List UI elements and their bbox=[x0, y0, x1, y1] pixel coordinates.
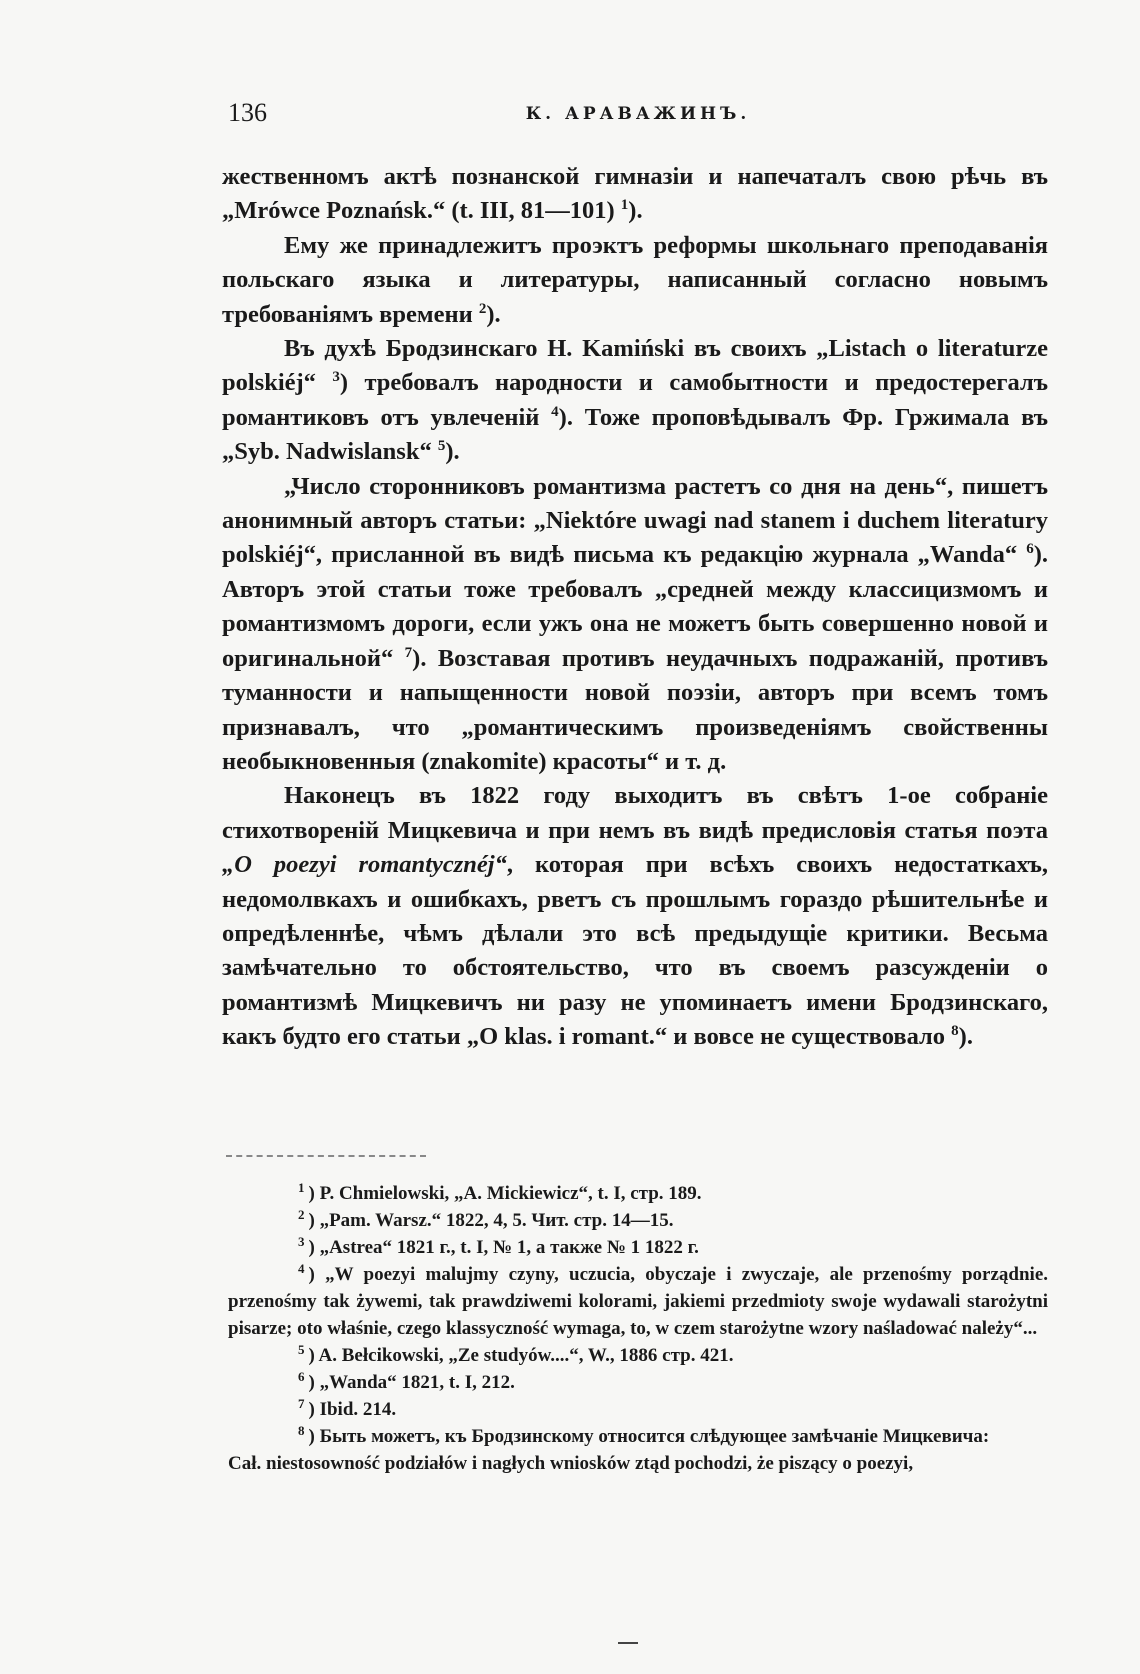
footnote-divider bbox=[226, 1155, 426, 1157]
footnote-ref[interactable]: 4 bbox=[551, 403, 559, 420]
footnote-1: $^1$ ) P. Chmielowski, „A. Mickiewicz“, t. I, стр. 189. bbox=[298, 1179, 702, 1204]
footnote-4: $^4$ ) „W poezyi malujmy czyny, uczucia, obyczaje i zwyczaje, ale przenośmy porządnie. przenośmy tak żywemi, tak prawdziwemi kolorami, jakiemi przedmioty swoje wydawali starożytni pisarze; oto właśnie, czego klassyczność wymaga, to, w czem starożytne wzory naśladować należy“... bbox=[228, 1260, 1048, 1339]
footnote-6: $^6$ ) „Wanda“ 1821, t. I, 212. bbox=[298, 1368, 515, 1393]
footnote-ref[interactable]: 3 bbox=[332, 369, 340, 386]
footnote-8-continuation: Cał. niestosowność podziałów i nagłych wniosków ztąd pochodzi, że piszący o poezyi, bbox=[228, 1453, 914, 1474]
main-text bbox=[222, 160, 1048, 1055]
footnote-ref[interactable]: 5 bbox=[437, 438, 446, 455]
paragraph-5: Наконецъ въ 1822 году выходитъ въ свѣтъ 1-ое собраніе стихотвореній Мицкевича и при немъ въ видѣ предисловія статья поэта „O poezyi romantycznéj“, которая при всѣхъ своихъ недостаткахъ, недомолвкахъ и ошибкахъ, рветъ съ прошлымъ гораздо рѣшительнѣе и опредѣленнѣе, чѣмъ дѣлали это всѣ предыдущіе критики. Весьма замѣчательно то обстоятельство, что въ своемъ разсужденіи о романтизмѣ Мицкевичъ ни разу не упоминаетъ имени Бродзинскаго, какъ будто его статьи „O klas. i romant.“ и вовсе не существовало $^8$). bbox=[222, 782, 1048, 1051]
footnote-5: $^5$ ) A. Bełcikowski, „Ze studyów....“, W., 1886 стр. 421. bbox=[298, 1341, 734, 1366]
paragraph-4: „Число сторонниковъ романтизма растетъ со дня на день“, пишетъ анонимный авторъ статьи: „Niektóre uwagi nad stanem i duchem literatury polskiéj“, присланной въ видѣ письма къ редакцію журнала „Wanda“ $^6$). Авторъ этой статьи тоже требовалъ „средней между классицизмомъ и романтизмомъ дороги, если ужъ она не можетъ быть совершенно новой и оригинальной“ $^7$). Возставая противъ неудачныхъ подражаній, противъ туманности и напыщенности новой поэзіи, авторъ при всемъ томъ признавалъ, что „романтическимъ произведеніямъ свойственны необыкновенныя (znakomite) красоты“ и т. д. bbox=[222, 472, 1049, 775]
bottom-mark bbox=[618, 1642, 638, 1644]
paragraph-2: Ему же принадлежитъ проэктъ реформы школьнаго преподаванія польскаго языка и литературы, написанный согласно новымъ требованіямъ времени $^2$). bbox=[222, 231, 1048, 328]
page-header bbox=[228, 98, 1048, 134]
italic-title: „O poezyi romantycznéj“ bbox=[222, 851, 507, 879]
footnote-ref[interactable]: 8 bbox=[951, 1023, 959, 1039]
footnotes bbox=[228, 1180, 1048, 1477]
footnote-ref[interactable]: 2 bbox=[478, 300, 487, 317]
page-number: 136 bbox=[228, 98, 267, 127]
footnote-3: $^3$ ) „Astrea“ 1821 г., t. I, № 1, а также № 1 1822 г. bbox=[298, 1233, 699, 1258]
paragraph-1: жественномъ актѣ познанской гимназіи и напечаталъ свою рѣчь въ „Mrówce Poznańsk.“ (t. III, 81—101) $^1$). bbox=[222, 163, 1048, 225]
footnote-8: $^8$ ) Быть можетъ, къ Бродзинскому относится слѣдующее замѣчаніе Мицкевича: bbox=[298, 1422, 990, 1447]
footnote-2: $^2$ ) „Pam. Warsz.“ 1822, 4, 5. Чит. стр. 14—15. bbox=[298, 1206, 674, 1231]
footnote-ref[interactable]: 6 bbox=[1026, 541, 1034, 558]
running-head: К. АРАВАЖИНЪ. bbox=[525, 104, 751, 124]
footnote-ref[interactable]: 7 bbox=[404, 644, 413, 661]
paragraph-3: Въ духѣ Бродзинскаго H. Kamiński въ своихъ „Listach o literaturze polskiéj“ $^3$) требовалъ народности и самобытности и предостерегалъ романтиковъ отъ увлеченій $^4$). Тоже проповѣдывалъ Фр. Гржимала въ „Syb. Nadwislansk“ $^5$). bbox=[222, 335, 1049, 466]
footnote-ref[interactable]: 1 bbox=[620, 197, 629, 214]
footnote-7: $^7$ ) Ibid. 214. bbox=[298, 1395, 397, 1420]
